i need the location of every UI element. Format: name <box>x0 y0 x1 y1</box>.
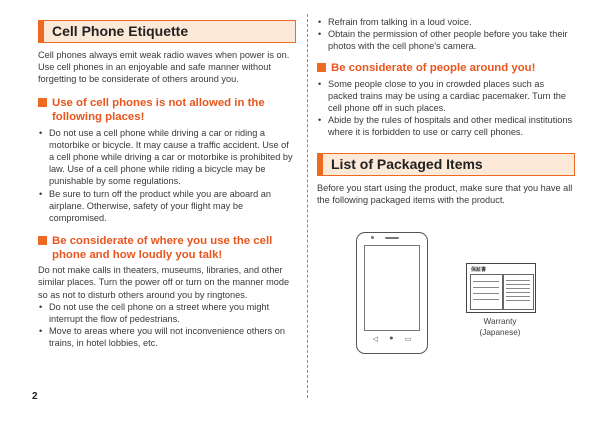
form-line <box>506 284 530 285</box>
subheading-not-allowed <box>38 96 296 124</box>
orange-square-icon <box>317 63 326 72</box>
warranty-caption: Warranty (Japanese) <box>479 317 521 337</box>
talking-list <box>317 16 575 53</box>
form-line <box>506 288 530 289</box>
page-number: 2 <box>32 391 38 402</box>
phone-keys <box>357 335 427 343</box>
subheading-text: Be considerate of where you use the cell phone and how loudly you talk! <box>52 235 273 262</box>
list-item: • Do not use the cell phone on a street where you might interrupt the flow of pedestrians. <box>38 301 296 325</box>
not-allowed-list <box>38 127 296 225</box>
orange-square-icon <box>38 236 47 245</box>
warranty-illustration <box>466 263 536 313</box>
orange-square-icon <box>38 98 47 107</box>
list-item: • Do not use a cell phone while driving a car or riding a motorbike or bicycle. It may cause a traffic accident. Use of a cell phone while driving a car or motorbike is prohibited by law. Use of a cell phone while riding a bicycle may be punishable by some regulations. <box>38 127 296 188</box>
form-line <box>506 292 530 293</box>
right-column <box>317 16 575 206</box>
list-item: • Abide by the rules of hospitals and other medical institutions where it is forbidden to use or carry cell phones. <box>317 114 575 138</box>
list-item: • Be sure to turn off the product while you are aboard an airplane. Otherwise, safety of your flight may be compromised. <box>38 188 296 225</box>
form-line <box>506 280 530 281</box>
speaker-icon <box>385 237 399 239</box>
packaged-paragraph: Before you start using the product, make sure that you have all the following packaged items with the product. <box>317 182 573 205</box>
list-item: • Refrain from talking in a loud voice. <box>317 16 575 28</box>
warranty-right-box <box>503 274 534 310</box>
form-line <box>506 296 530 297</box>
subheading-text: Be considerate of people around you! <box>331 61 536 74</box>
menu-key-icon: ▭ <box>404 336 412 343</box>
section-title-packaged-items: List of Packaged Items <box>317 153 575 176</box>
form-line <box>473 287 499 288</box>
left-column <box>38 0 296 350</box>
form-line <box>506 300 530 301</box>
subheading-considerate-people <box>317 61 575 75</box>
subheading-text: Use of cell phones is not allowed in the following places! <box>52 96 265 123</box>
intro-paragraph: Cell phones always emit weak radio waves when power is on. Use cell phones in an enjoyable and safe manner without forgetting to be considerate of others around you. <box>38 50 290 85</box>
camera-icon <box>371 236 374 239</box>
phone-illustration <box>356 232 428 354</box>
phone-screen <box>364 245 420 331</box>
list-item: • Move to areas where you will not inconvenience others on trains, in hotel lobbies, etc. <box>38 325 296 349</box>
form-line <box>473 281 499 282</box>
column-divider <box>307 14 308 398</box>
back-key-icon: ◁ <box>372 336 379 343</box>
home-key-icon: ● <box>389 335 394 342</box>
considerate-where-list <box>38 301 296 350</box>
warranty-header: 保証書 <box>471 267 487 273</box>
theaters-paragraph: Do not make calls in theaters, museums, libraries, and other similar places. Turn the power off or turn on the manner mode so as not to disturb others around you by ringtones. <box>38 265 290 300</box>
list-item: • Some people close to you in crowded places such as packed trains may be using a cardiac pacemaker. Turn the cell phone off in such places. <box>317 78 575 115</box>
considerate-people-list <box>317 78 575 139</box>
form-line <box>473 293 499 294</box>
section-title-etiquette: Cell Phone Etiquette <box>38 20 296 43</box>
list-item: • Obtain the permission of other people before you take their photos with the cell phone's camera. <box>317 28 575 52</box>
warranty-left-box <box>470 274 503 310</box>
subheading-considerate-where <box>38 234 296 262</box>
form-line <box>473 299 499 300</box>
